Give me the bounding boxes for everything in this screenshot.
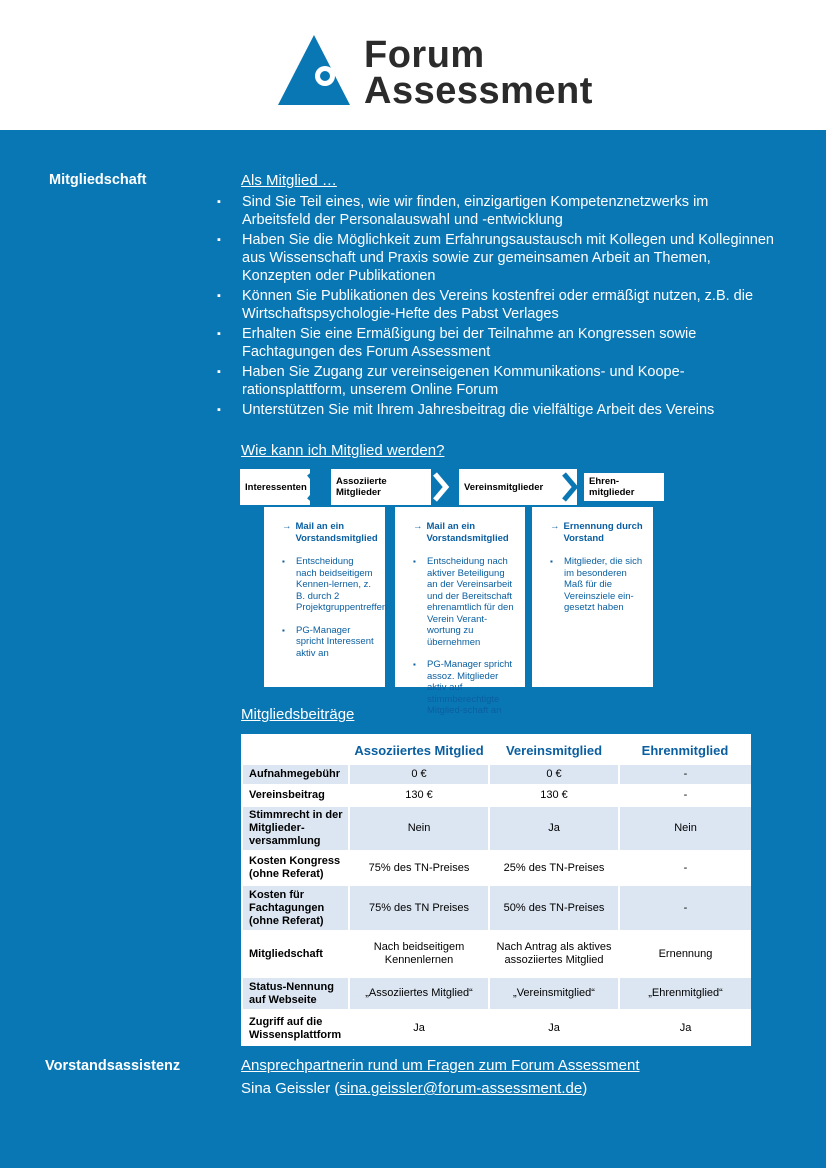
table-row: Aufnahmegebühr 0 € 0 € - — [242, 764, 751, 785]
assistant-name: Sina Geissler ( — [241, 1080, 340, 1097]
logo-line2: Assessment — [364, 70, 593, 112]
logo-icon — [278, 35, 350, 105]
list-item: ▪ Mitglieder, die sich im besonderen Maß für die Vereinsziele ein-gesetzt haben — [550, 556, 643, 614]
table-row: Kosten für Fachtagungen (ohne Referat) 75% des TN Preises 50% des TN-Preises - — [242, 885, 751, 931]
list-item: ▪ PG-Manager spricht Interessent aktiv an — [282, 625, 375, 660]
table-header-empty — [242, 734, 349, 764]
arrow-right-icon: → — [550, 521, 560, 532]
logo-line1: Forum — [364, 34, 485, 76]
list-item: ▪ Haben Sie die Möglichkeit zum Erfahrungsaustausch mit Kollegen und Kolleginnen aus Wissenschaft und Praxis sowie zur gemeinsamen Arbeit an Themen, Konzepten oder Publikationen — [215, 231, 775, 285]
card-interessenten — [264, 507, 388, 687]
step-vereinsmitglieder: Vereinsmitglieder — [459, 469, 577, 505]
how-title: Wie kann ich Mitglied werden? — [241, 442, 445, 459]
list-item: ▪ Unterstützen Sie mit Ihrem Jahresbeitrag die vielfältige Arbeit des Vereins — [215, 401, 775, 419]
fees-table — [241, 734, 751, 1046]
arrow-right-icon: → — [282, 521, 292, 532]
logo-text — [364, 34, 593, 112]
list-item: ▪ Entscheidung nach beidseitigem Kennen-lernen, z. B. durch 2 Projektgruppentreffen — [282, 556, 375, 614]
table-row: Vereinsbeitrag 130 € 130 € - — [242, 785, 751, 806]
membership-intro: Als Mitglied … — [241, 172, 337, 189]
assistant-close: ) — [582, 1080, 588, 1097]
list-item: ▪ Entscheidung nach aktiver Beteiligung an der Vereinsarbeit und der Bereitschaft ehrenamtlich für den Verein Verant-wortung zu übernehmen — [413, 556, 515, 648]
table-row: Stimmrecht in der Mitglieder-versammlung Nein Ja Nein — [242, 806, 751, 851]
header — [0, 0, 826, 130]
chevron-right-icon — [306, 471, 324, 503]
step-interessenten: Interessenten — [240, 469, 310, 505]
membership-label: Mitgliedschaft — [49, 172, 147, 188]
table-header: Vereinsmitglied — [505, 742, 603, 758]
step-ehrenmitglieder: Ehren-mitglieder — [584, 473, 664, 501]
table-header: Ehrenmitglied — [641, 742, 729, 758]
fees-title: Mitgliedsbeiträge — [241, 706, 355, 723]
assistant-title: Ansprechpartnerin rund um Fragen zum Forum Assessment — [241, 1057, 640, 1074]
chevron-right-icon — [561, 471, 579, 503]
benefits-list — [215, 193, 775, 421]
table-row: Zugriff auf die Wissensplattform Ja Ja Ja — [242, 1010, 751, 1046]
card-assoziierte — [395, 507, 525, 716]
step-assoziierte: Assoziierte Mitglieder — [331, 469, 431, 505]
card-head: Mail an ein Vorstandsmitglied — [426, 521, 509, 544]
card-vereinsmitglieder — [532, 507, 653, 687]
list-item: ▪ Haben Sie Zugang zur vereinseigenen Kommunikations- und Koope-rationsplattform, unserem Online Forum — [215, 363, 775, 399]
table-row: Kosten Kongress (ohne Referat) 75% des TN-Preises 25% des TN-Preises - — [242, 851, 751, 885]
table-header: Assoziiertes Mitglied — [354, 742, 484, 758]
table-row: Status-Nennung auf Webseite „Assoziiertes Mitglied“ „Vereinsmitglied“ „Ehrenmitglied“ — [242, 977, 751, 1010]
list-item: ▪ Sind Sie Teil eines, wie wir finden, einzigartigen Kompetenznetzwerks im Arbeitsfeld der Personalauswahl und -entwicklung — [215, 193, 775, 229]
list-item: ▪ PG-Manager spricht assoz. Mitglieder aktiv auf stimmberechtigte Mitglied-schaft an — [413, 659, 515, 717]
list-item: ▪ Können Sie Publikationen des Vereins kostenfrei oder ermäßigt nutzen, z.B. die Wirtschaftspsychologie-Hefte des Pabst Verlages — [215, 287, 775, 323]
email-link[interactable]: sina.geissler@forum-assessment.de — [339, 1080, 583, 1097]
assistant-contact — [241, 1080, 587, 1097]
card-head: Mail an ein Vorstandsmitglied — [295, 521, 378, 544]
main-content — [0, 130, 826, 1168]
card-head: Ernennung durch Vorstand — [563, 521, 643, 544]
assistant-label: Vorstandsassistenz — [45, 1058, 181, 1074]
arrow-right-icon: → — [413, 521, 423, 532]
table-row: Mitgliedschaft Nach beidseitigem Kennenlernen Nach Antrag als aktives assoziiertes Mitglied Ernennung — [242, 931, 751, 977]
chevron-right-icon — [432, 471, 450, 503]
list-item: ▪ Erhalten Sie eine Ermäßigung bei der Teilnahme an Kongressen sowie Fachtagungen des Forum Assessment — [215, 325, 775, 361]
